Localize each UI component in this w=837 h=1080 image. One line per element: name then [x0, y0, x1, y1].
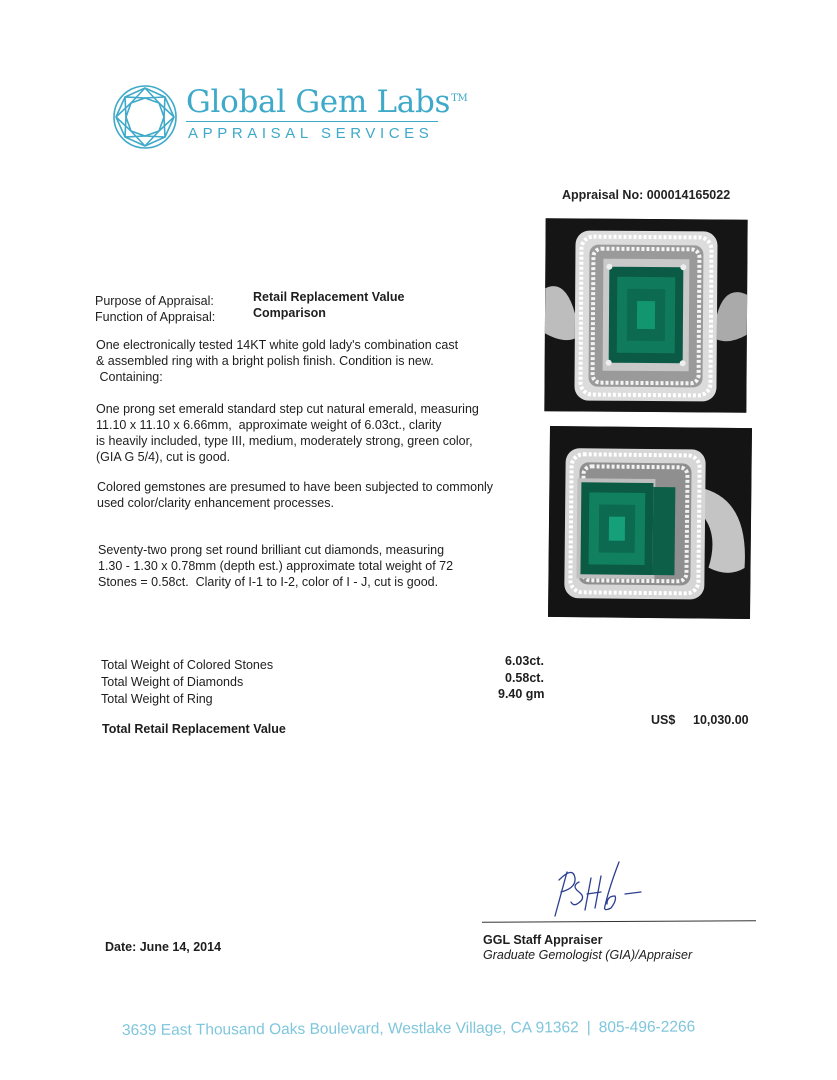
total-label: Total Weight of Colored Stones: [101, 658, 274, 672]
total-label: Total Weight of Diamonds: [101, 675, 244, 689]
logo-divider: [186, 121, 438, 122]
ring-photo-angle: [548, 426, 752, 619]
purpose-value: Retail Replacement Value: [253, 290, 405, 304]
emerald-description-line: One prong set emerald standard step cut natural emerald, measuring: [96, 402, 479, 416]
footer-separator: |: [586, 1019, 591, 1037]
emerald-description-line: is heavily included, type III, medium, moderately strong, green color,: [96, 434, 473, 448]
brand-name: [186, 84, 467, 120]
purpose-label: Purpose of Appraisal:: [95, 294, 214, 308]
ring-description-line: & assembled ring with a bright polish finish. Condition is new.: [96, 354, 434, 368]
diamonds-description-line: Seventy-two prong set round brilliant cut diamonds, measuring: [98, 543, 445, 557]
diamonds-description-line: Stones = 0.58ct. Clarity of I-1 to I-2, color of I - J, cut is good.: [98, 575, 439, 589]
signer-credential: Graduate Gemologist (GIA)/Appraiser: [483, 948, 693, 962]
diamonds-description-line: 1.30 - 1.30 x 0.78mm (depth est.) approximate total weight of 72: [98, 559, 454, 573]
emerald-description-line: 11.10 x 11.10 x 6.66mm, approximate weight of 6.03ct., clarity: [96, 418, 442, 432]
signer-title: GGL Staff Appraiser: [483, 933, 603, 947]
total-value: 0.58ct.: [505, 671, 544, 685]
ring-description-line: Containing:: [96, 370, 163, 384]
appraiser-signature: [545, 858, 655, 922]
treatment-disclosure-line: Colored gemstones are presumed to have been subjected to commonly: [97, 480, 494, 494]
trademark-mark: TM: [451, 92, 468, 104]
footer-address: 3639 East Thousand Oaks Boulevard, Westlake Village, CA 91362: [121, 1019, 579, 1039]
gem-logo-icon: [112, 84, 178, 150]
retail-value-amount: 10,030.00: [693, 713, 749, 727]
retail-value-currency: US$: [651, 713, 676, 727]
appraisal-date: Date: June 14, 2014: [105, 940, 222, 954]
brand-name-text: Global Gem Labs: [186, 84, 451, 120]
function-label: Function of Appraisal:: [95, 310, 216, 324]
footer-phone: 805-496-2266: [598, 1018, 696, 1037]
ring-photo-front: [544, 218, 747, 412]
retail-value-label: Total Retail Replacement Value: [102, 722, 286, 736]
signature-line: [482, 920, 756, 922]
appraisal-number: Appraisal No: 000014165022: [562, 188, 731, 202]
total-label: Total Weight of Ring: [101, 692, 213, 706]
treatment-disclosure-line: used color/clarity enhancement processes.: [97, 496, 334, 510]
total-value: 9.40 gm: [498, 687, 545, 701]
total-value: 6.03ct.: [505, 654, 544, 668]
footer-contact: [122, 1018, 695, 1040]
brand-subtitle: APPRAISAL SERVICES: [188, 125, 434, 142]
emerald-description-line: (GIA G 5/4), cut is good.: [96, 450, 231, 464]
ring-description-line: One electronically tested 14KT white gold lady's combination cast: [96, 338, 459, 352]
function-value: Comparison: [253, 306, 326, 320]
